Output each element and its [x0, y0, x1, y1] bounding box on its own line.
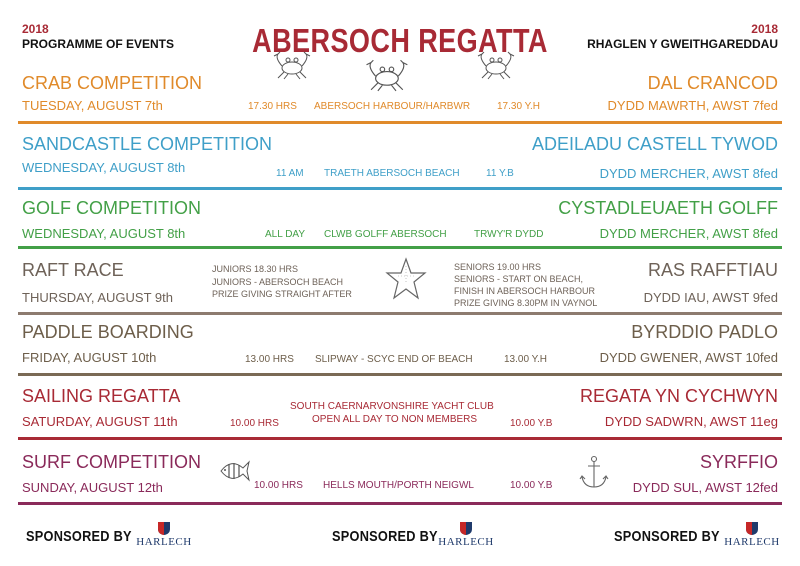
event-location: HELLS MOUTH/PORTH NEIGWL	[323, 480, 474, 491]
event-date-en: FRIDAY, AUGUST 10th	[22, 350, 157, 365]
crab-icon-center	[360, 58, 415, 92]
event-name-cy: REGATA YN CYCHWYN	[579, 386, 778, 406]
divider	[18, 437, 782, 440]
year-left: 2018	[22, 22, 49, 36]
event-date-cy: DYDD GWENER, AWST 10fed	[599, 350, 778, 365]
event-location-1: SOUTH CAERNARVONSHIRE YACHT CLUB	[290, 401, 494, 412]
sponsored-by-label: SPONSORED BY	[614, 528, 720, 545]
raft-juniors-prize: PRIZE GIVING STRAIGHT AFTER	[212, 289, 352, 299]
programme-title-cy: RHAGLEN Y GWEITHGAREDDAU	[587, 37, 778, 51]
event-time-cy: 10.00 Y.B	[510, 480, 553, 491]
event-date-en: THURSDAY, AUGUST 9th	[22, 290, 173, 305]
event-time: 13.00 HRS	[245, 354, 294, 365]
year-right: 2018	[751, 22, 778, 36]
raft-juniors-location: JUNIORS - ABERSOCH BEACH	[212, 277, 344, 287]
divider	[18, 187, 782, 190]
raft-juniors-time: JUNIORS 18.30 HRS	[212, 264, 299, 274]
sponsor-logo	[436, 520, 496, 552]
sponsor-name: HARLECH	[724, 536, 780, 548]
event-date-cy: DYDD IAU, AWST 9fed	[643, 290, 778, 305]
event-name-en: RAFT RACE	[22, 260, 124, 280]
event-date-cy: DYDD MAWRTH, AWST 7fed	[607, 98, 778, 113]
harlech-crest-icon	[744, 520, 760, 536]
event-name-cy: SYRFFIO	[699, 452, 778, 472]
event-time: 10.00 HRS	[230, 418, 279, 429]
starfish-icon	[384, 256, 428, 302]
event-name-en: PADDLE BOARDING	[22, 322, 194, 342]
sponsored-by-label: SPONSORED BY	[332, 528, 438, 545]
event-name-en: SANDCASTLE COMPETITION	[22, 134, 273, 154]
event-time-cy: 11 Y.B	[486, 168, 514, 179]
page-title: ABERSOCH REGATTA	[252, 22, 548, 59]
event-name-en: SURF COMPETITION	[22, 452, 201, 472]
event-time: 17.30 HRS	[248, 101, 297, 112]
event-date-cy: DYDD MERCHER, AWST 8fed	[599, 226, 778, 241]
event-name-cy: RAS RAFFTIAU	[647, 260, 778, 280]
event-time: ALL DAY	[265, 229, 306, 240]
event-date-en: WEDNESDAY, AUGUST 8th	[22, 226, 186, 241]
raft-seniors-time: SENIORS 19.00 HRS	[454, 262, 542, 272]
event-location: SLIPWAY - SCYC END OF BEACH	[315, 354, 473, 365]
divider	[18, 502, 782, 505]
event-date-cy: DYDD MERCHER, AWST 8fed	[599, 166, 778, 181]
event-location: CLWB GOLFF ABERSOCH	[324, 229, 447, 240]
event-time: 11 AM	[276, 168, 304, 179]
event-date-en: SUNDAY, AUGUST 12th	[22, 480, 163, 495]
raft-seniors-start: SENIORS - START ON BEACH,	[454, 274, 584, 284]
event-date-cy: DYDD SADWRN, AWST 11eg	[604, 414, 778, 429]
event-date-en: WEDNESDAY, AUGUST 8th	[22, 160, 186, 175]
event-name-cy: ADEILADU CASTELL TYWOD	[531, 134, 778, 154]
event-date-en: SATURDAY, AUGUST 11th	[22, 414, 178, 429]
event-time-cy: TRWY'R DYDD	[474, 229, 544, 240]
event-date-cy: DYDD SUL, AWST 12fed	[632, 480, 778, 495]
programme-title-en: PROGRAMME OF EVENTS	[22, 37, 175, 51]
raft-seniors-prize: PRIZE GIVING 8.30PM IN VAYNOL	[454, 298, 598, 308]
sponsor-name: HARLECH	[136, 536, 192, 548]
anchor-icon	[578, 455, 610, 491]
event-time-cy: 17.30 Y.H	[497, 101, 541, 112]
event-name-en: CRAB COMPETITION	[22, 73, 203, 93]
event-name-cy: DAL CRANCOD	[647, 73, 778, 93]
sponsored-by-label: SPONSORED BY	[26, 528, 132, 545]
event-time-cy: 13.00 Y.H	[504, 354, 548, 365]
event-location-2: OPEN ALL DAY TO NON MEMBERS	[312, 414, 478, 425]
event-location: ABERSOCH HARBOUR/HARBWR	[314, 101, 471, 112]
event-name-cy: CYSTADLEUAETH GOLFF	[558, 198, 778, 218]
divider	[18, 246, 782, 249]
crab-icon	[270, 50, 315, 80]
sponsor-logo	[722, 520, 782, 552]
fish-icon	[215, 456, 251, 486]
event-time-cy: 10.00 Y.B	[510, 418, 553, 429]
event-time: 10.00 HRS	[254, 480, 303, 491]
sponsor-name: HARLECH	[438, 536, 494, 548]
event-name-cy: BYRDDIO PADLO	[631, 322, 778, 342]
event-name-en: GOLF COMPETITION	[22, 198, 202, 218]
crab-icon-right	[474, 50, 519, 80]
event-location: TRAETH ABERSOCH BEACH	[324, 168, 460, 179]
raft-seniors-finish: FINISH IN ABERSOCH HARBOUR	[454, 286, 596, 296]
sponsor-logo	[134, 520, 194, 552]
divider	[18, 312, 782, 315]
divider	[18, 373, 782, 376]
harlech-crest-icon	[458, 520, 474, 536]
event-date-en: TUESDAY, AUGUST 7th	[22, 98, 163, 113]
harlech-crest-icon	[156, 520, 172, 536]
event-name-en: SAILING REGATTA	[22, 386, 181, 406]
divider	[18, 121, 782, 124]
